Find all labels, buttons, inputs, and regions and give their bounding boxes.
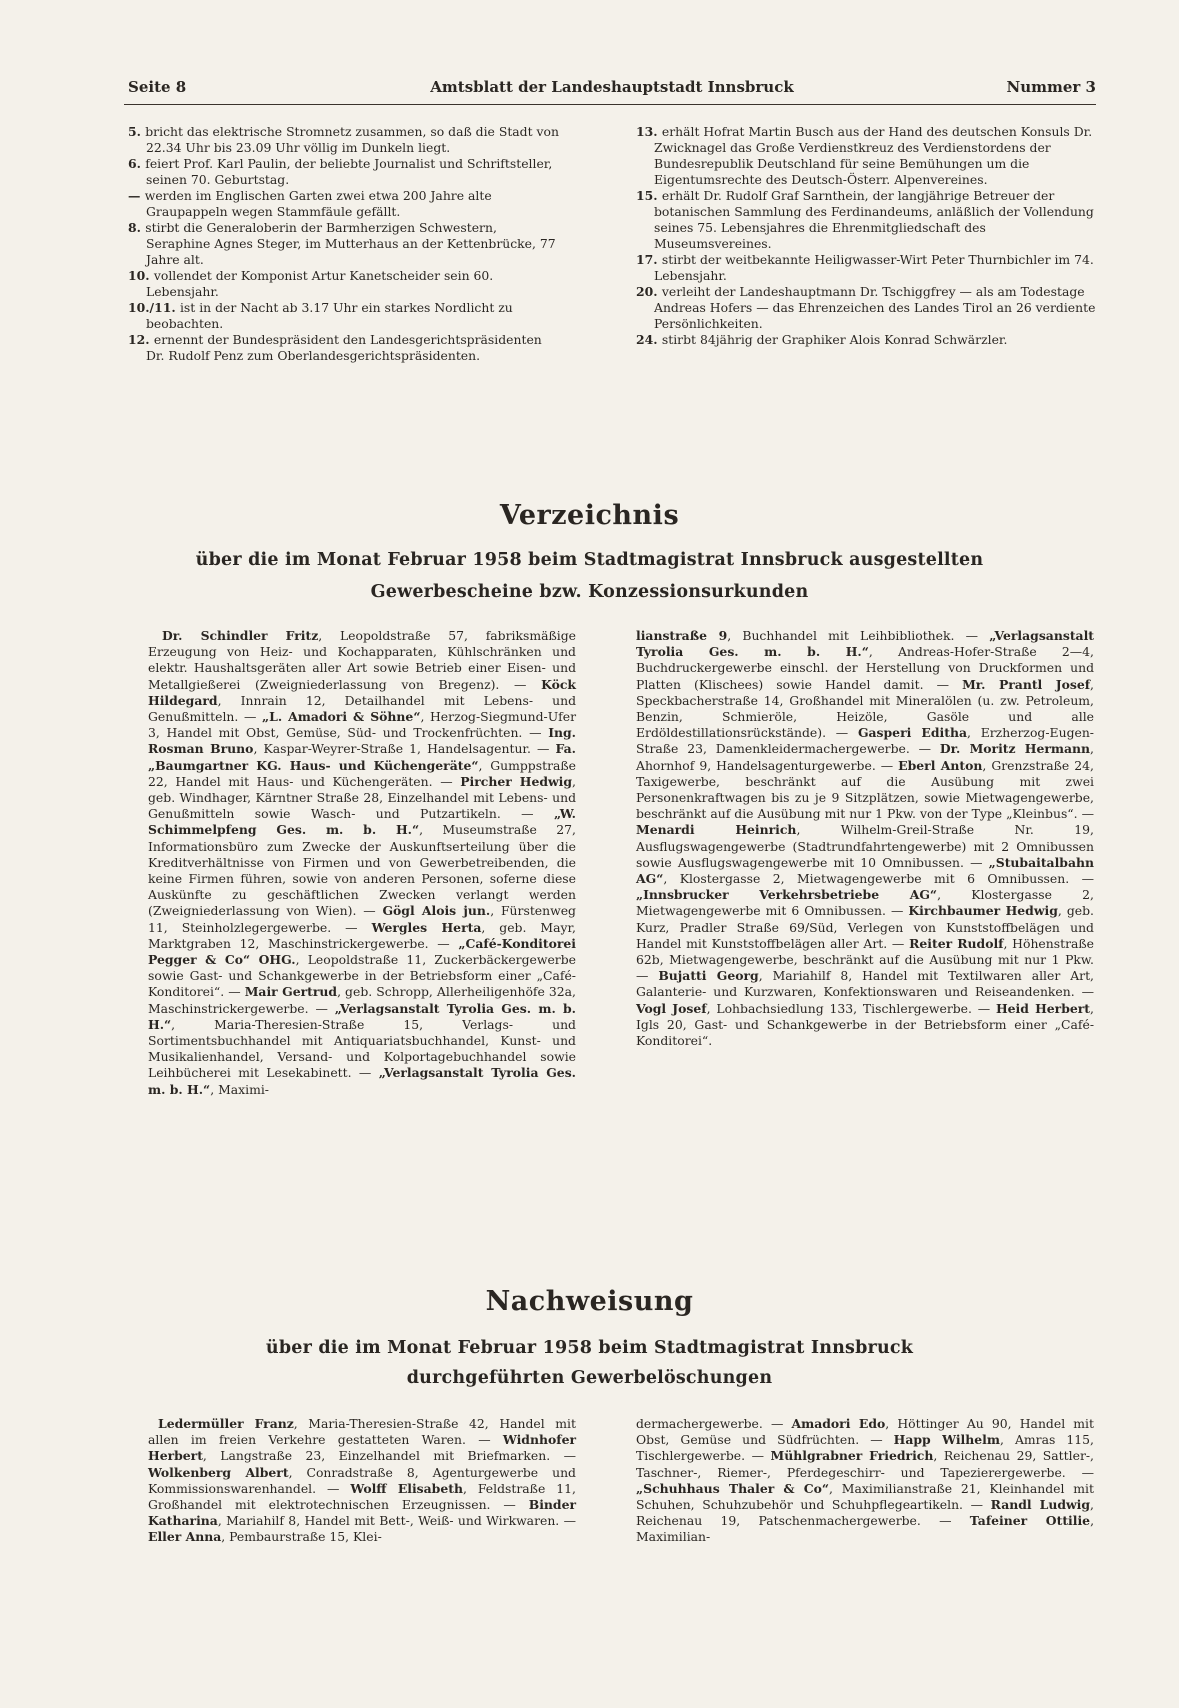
listing-entry: „Innsbrucker Verkehrsbetriebe AG“, Klostergasse 2, Mietwagengewerbe mit 6 Omnibussen. [636, 887, 1094, 919]
verzeichnis-subtitle-2: Gewerbescheine bzw. Konzessionsurkunden [370, 582, 809, 602]
verzeichnis-subtitle-1: über die im Monat Februar 1958 beim Stadtmagistrat Innsbruck ausgestellten [195, 550, 984, 570]
listing-entry: „Stubaitalbahn AG“, Klostergasse 2, Mietwagengewerbe mit 6 Omnibussen. [636, 854, 1094, 887]
listing-entry-name: „L. Amadori & Söhne“ [261, 709, 421, 725]
chronik-entry-text: bricht das elektrische Stromnetz zusammen, so daß die Stadt von 22.34 Uhr bis 23.09 Uhr völlig im Dunkeln liegt. [145, 124, 559, 155]
listing-entry: Kirchbaumer Hedwig, geb. Kurz, Pradler Straße 69/Süd, Verlegen von Kunststoffbelägen und Handel mit Kunststoffbelägen aller Art. [636, 903, 1094, 951]
listing-entry-name: „Stubaitalbahn AG“ [636, 854, 1094, 887]
listing-entry-name: lianstraße 9 [636, 628, 728, 643]
listing-entry: Menardi Heinrich, Wilhelm-Greil-Straße Nr. 19, Ausflugswagengewerbe (Stadtrundfahrtengewerbe) mit 2 Omnibussen sowie Ausflugswagengewerbe mit 10 Omnibussen. [636, 822, 1094, 870]
chronik-entry [636, 188, 1096, 252]
chronik-entry-text: verleiht der Landeshauptmann Dr. Tschiggfrey — als am Todestage Andreas Hofers — das Ehrenzeichen des Landes Tirol an 26 verdiente Persönlichkeiten. [654, 284, 1096, 331]
listing-entry: Pircher Hedwig, geb. Windhager, Kärntner Straße 28, Einzelhandel mit Lebens- und Genußmitteln sowie Wasch- und Putzartikeln. [148, 773, 576, 822]
chronik-entry-date: 10. [128, 268, 154, 283]
chronik-entry-text: feiert Prof. Karl Paulin, der beliebte Journalist und Schriftsteller, seinen 70. Geburtstag. [145, 156, 553, 187]
page-header [128, 78, 1096, 100]
chronik-entry-date: 13. [636, 124, 662, 139]
chronik-right-column [636, 124, 1096, 348]
listing-entry: „Schuhhaus Thaler & Co“, Maximilianstraße 21, Kleinhandel mit Schuhen, Schuhzubehör und Schuhpflegeartikeln. [636, 1480, 1094, 1513]
listing-entry-name: Pircher Hedwig [460, 773, 573, 789]
chronik-entry-text: ernennt der Bundespräsident den Landesgerichtspräsidenten Dr. Rudolf Penz zum Oberlandesgerichtspräsidenten. [146, 332, 542, 363]
chronik-entry [636, 332, 1096, 348]
listing-entry-name: „Verlagsanstalt Tyrolia Ges. m. b. H.“ [148, 1000, 576, 1032]
chronik-entry-text: erhält Hofrat Martin Busch aus der Hand des deutschen Konsuls Dr. Zwicknagel das Große Verdienstkreuz des Verdienstordens der Bundesrepublik Deutschland für seine Bemühungen um die Eigentumsrechte des Deutsch-Österr. Alpenvereines. [654, 124, 1093, 187]
listing-entry-name: Wergles Herta [371, 919, 482, 935]
listing-entry-name: Eberl Anton [898, 757, 983, 773]
chronik-entry-date: 10./11. [128, 300, 180, 315]
verzeichnis-left-column: Dr. Schindler Fritz, Leopoldstraße 57, fabriksmäßige Erzeugung von Heiz- und Kochapparaten, Kühlschränken und elektr. Haushaltsgeräten aller Art sowie Betrieb einer Eisen- und Metallgießerei (Zweigniederlassung von Bregenz). — Köck Hildegard, Innrain 12, Detailhandel mit Lebens- und Genußmitteln. — „L. Amadori & Söhne“, Herzog-Siegmund-Ufer 3, Handel mit Obst, Gemüse, Süd- und Trockenfrüchten. — Ing. Rosman Bruno, Kaspar-Weyrer-Straße 1, Handelsagentur. — Fa. „Baumgartner KG. Haus- und Küchengeräte“, Gumppstraße 22, Handel mit Haus- und Küchengeräten. — Pircher Hedwig, geb. Windhager, Kärntner Straße 28, Einzelhandel mit Lebens- und Genußmitteln sowie Wasch- und Putzartikeln. — „W. Schimmelpfeng Ges. m. b. H.“, Museumstraße 27, Informationsbüro zum Zwecke der Auskunftserteilung über die Kreditverhältnisse von Firmen und von Gewerbetreibenden, die keine Firmen führen, sowie von anderen Personen, soferne diese Auskünfte zu geschäftlichen Zwecken verlangt werden (Zweigniederlassung von Wien). — Gögl Alois jun., Fürstenweg 11, Steinholzlegergewerbe. — Wergles Herta, geb. Mayr, Marktgraben 12, Maschinstrickergewerbe. — „Café-Konditorei Pegger & Co“ OHG., Leopoldstraße 11, Zuckerbäckergewerbe sowie Gast- und Schankgewerbe in der Betriebsform einer „Café-Konditorei“. — Mair Gertrud, geb. Schropp, Allerheiligenhöfe 32a, Maschinstrickergewerbe. — „Verlagsanstalt Tyrolia Ges. m. b. H.“, Maria-Theresien-Straße 15, Verlags- und Sortimentsbuchhandel mit Antiquariatsbuchhandel, Kunst- und Musikalienhandel, Versand- und Kolportagebuchhandel sowie Leihbücherei mit Lesekabinett. — „Verlagsanstalt Tyrolia Ges. m. b. H.“, Maximi- [148, 628, 577, 1097]
listing-entry-name: Wolff Elisabeth [350, 1480, 463, 1496]
listing-entry-name: Gögl Alois jun. [382, 903, 491, 919]
listing-entry-name: Binder Katharina [148, 1497, 576, 1529]
listing-entry: Bujatti Georg, Mariahilf 8, Handel mit Textilwaren aller Art, Galanterie- und Kurzwaren, Konfektionswaren und Reiseandenken. [636, 968, 1094, 1000]
chronik-entry [636, 284, 1096, 332]
listing-entry: Happ Wilhelm, Amras 115, Tischlergewerbe. [636, 1432, 1094, 1464]
chronik-entry [128, 332, 560, 364]
issue-number: Nummer 3 [1006, 78, 1096, 96]
listing-entry-name: Eller Anna [148, 1529, 222, 1545]
listing-entry-name: Wolkenberg Albert [148, 1464, 289, 1480]
listing-entry: Mair Gertrud, geb. Schropp, Allerheiligenhöfe 32a, Maschinstrickergewerbe. [148, 984, 576, 1016]
chronik-entry-date: 5. [128, 124, 146, 139]
listing-entry: Mühlgrabner Friedrich, Reichenau 29, Sattler-, Taschner-, Riemer-, Pferdegeschirr- und Tapezierergewerbe. [636, 1448, 1094, 1480]
chronik-entry [128, 124, 560, 156]
listing-entry: lianstraße 9, Buchhandel mit Leihbibliothek. [636, 628, 955, 643]
verzeichnis-title: Verzeichnis [499, 500, 680, 531]
chronik-entry-date: 12. [128, 332, 154, 347]
chronik-entry-text: erhält Dr. Rudolf Graf Sarnthein, der langjährige Betreuer der botanischen Sammlung des Ferdinandeums, anläßlich der Vollendung seines 75. Lebensjahres die Ehrenmitgliedschaft des Museumsvereines. [654, 188, 1094, 251]
listing-entry: „Verlagsanstalt Tyrolia Ges. m. b. H.“, Maria-Theresien-Straße 15, Verlags- und Sortimentsbuchhandel mit Antiquariatsbuchhandel, Kunst- und Musikalienhandel, Versand- und Kolportagebuchhandel sowie Leihbücherei mit Lesekabinett. [148, 1000, 576, 1081]
listing-entry-name: Vogl Josef [636, 1000, 707, 1016]
listing-entry: Eller Anna, Pembaurstraße 15, Klei- [148, 1529, 382, 1545]
listing-entry: „Verlagsanstalt Tyrolia Ges. m. b. H.“, Maximi- [148, 1065, 576, 1097]
chronik-entry-text: ist in der Nacht ab 3.17 Uhr ein starkes Nordlicht zu beobachten. [146, 300, 513, 331]
listing-entry-name: Kirchbaumer Hedwig [908, 903, 1058, 919]
listing-entry-name: „Café-Konditorei Pegger & Co“ OHG. [148, 935, 576, 968]
listing-entry-name: Randl Ludwig [990, 1497, 1091, 1513]
listing-entry: „W. Schimmelpfeng Ges. m. b. H.“, Museumstraße 27, Informationsbüro zum Zwecke der Auskunftserteilung über die Kreditverhältnisse von Firmen und von Gewerbetreibenden, die keine Firmen führen, sowie von anderen Personen, soferne diese Auskünfte zu geschäftlichen Zwecken verlangt werden (Zweigniederlassung von Wien). [148, 806, 576, 919]
nachweisung-subtitle-1: über die im Monat Februar 1958 beim Stadtmagistrat Innsbruck [265, 1338, 914, 1358]
listing-entry: Köck Hildegard, Innrain 12, Detailhandel mit Lebens- und Genußmitteln. [148, 676, 576, 725]
listing-entry-name: Ledermüller Franz [158, 1416, 294, 1431]
listing-entry: Gögl Alois jun., Fürstenweg 11, Steinholzlegergewerbe. [148, 903, 576, 935]
listing-entry-name: „W. Schimmelpfeng Ges. m. b. H.“ [148, 806, 576, 838]
nachweisung-subtitle-2: durchgeführten Gewerbelöschungen [406, 1368, 773, 1388]
listing-entry-name: Menardi Heinrich [636, 822, 797, 838]
listing-entry-name: Ing. Rosman Bruno [148, 725, 576, 757]
chronik-entry-date: — [128, 188, 145, 203]
header-rule [124, 104, 1096, 105]
listing-entry: Heid Herbert, Igls 20, Gast- und Schankgewerbe in der Betriebsform einer „Café-Konditorei“. [636, 1000, 1094, 1049]
chronik-entry-date: 20. [636, 284, 662, 299]
chronik-entry [636, 124, 1096, 188]
listing-entry: Ing. Rosman Bruno, Kaspar-Weyrer-Straße 1, Handelsagentur. [148, 725, 576, 757]
chronik-entry-text: stirbt der weitbekannte Heiligwasser-Wirt Peter Thurnbichler im 74. Lebensjahr. [654, 252, 1094, 283]
listing-entry: Wolff Elisabeth, Feldstraße 11, Großhandel mit elektrotechnischen Erzeugnissen. [148, 1480, 576, 1513]
listing-entry-name: „Verlagsanstalt Tyrolia Ges. m. b. H.“ [148, 1065, 576, 1097]
chronik-entry [128, 188, 560, 220]
listing-entry: Reiter Rudolf, Höhenstraße 62b, Mietwagengewerbe, beschränkt auf die Ausübung mit nur 1 Pkw. [636, 935, 1094, 968]
chronik-entry-text: vollendet der Komponist Artur Kanetscheider sein 60. Lebensjahr. [146, 268, 494, 299]
listing-entry-name: Mühlgrabner Friedrich [770, 1448, 934, 1464]
listing-entry: Randl Ludwig, Reichenau 19, Patschenmachergewerbe. [636, 1497, 1094, 1529]
listing-entry: Mr. Prantl Josef, Speckbacherstraße 14, Großhandel mit Mineralölen (u. zw. Petroleum, Benzin, Schmieröle, Heizöle, Gasöle und alle Erdöldestillationsrückstände). [636, 676, 1094, 741]
chronik-entry-text: stirbt 84jährig der Graphiker Alois Konrad Schwärzler. [661, 332, 1008, 347]
nachweisung-left-column: Ledermüller Franz, Maria-Theresien-Straße 42, Handel mit allen im freien Verkehre gestatteten Waren. — Widnhofer Herbert, Langstraße 23, Einzelhandel mit Briefmarken. — Wolkenberg Albert, Conradstraße 8, Agenturgewerbe und Kommissionswarenhandel. — Wolff Elisabeth, Feldstraße 11, Großhandel mit elektrotechnischen Erzeugnissen. — Binder Katharina, Mariahilf 8, Handel mit Bett-, Weiß- und Wirkwaren. — Eller Anna, Pembaurstraße 15, Klei- [148, 1416, 577, 1545]
chronik-entry-date: 17. [636, 252, 662, 267]
nachweisung-right-column: dermachergewerbe. — Amadori Edo, Höttinger Au 90, Handel mit Obst, Gemüse und Südfrüchten. — Happ Wilhelm, Amras 115, Tischlergewerbe. — Mühlgrabner Friedrich, Reichenau 29, Sattler-, Taschner-, Riemer-, Pferdegeschirr- und Tapezierergewerbe. — „Schuhhaus Thaler & Co“, Maximilianstraße 21, Kleinhandel mit Schuhen, Schuhzubehör und Schuhpflegeartikeln. — Randl Ludwig, Reichenau 19, Patschenmachergewerbe. — Tafeiner Ottilie, Maximilian- [636, 1416, 1095, 1545]
listing-entry-name: Dr. Schindler Fritz [162, 628, 319, 643]
listing-entry: Vogl Josef, Lohbachsiedlung 133, Tischlergewerbe. [636, 1000, 972, 1016]
chronik-entry [128, 268, 560, 300]
listing-entry-name: Gasperi Editha [857, 725, 968, 741]
listing-entry-name: Köck Hildegard [148, 676, 576, 708]
listing-entry: Dr. Moritz Hermann, Ahornhof 9, Handelsagenturgewerbe. [636, 741, 1094, 773]
listing-entry-name: Dr. Moritz Hermann [939, 741, 1091, 757]
listing-entry-name: Mair Gertrud [244, 984, 338, 1000]
chronik-entry-text: werden im Englischen Garten zwei etwa 200 Jahre alte Graupappeln wegen Stammfäule gefällt. [144, 188, 492, 219]
listing-entry: dermachergewerbe. [636, 1416, 763, 1431]
chronik-entry [128, 300, 560, 332]
listing-entry: Gasperi Editha, Erzherzog-Eugen-Straße 23, Damenkleidermachergewerbe. [636, 725, 1094, 757]
listing-entry-name: Heid Herbert [995, 1000, 1091, 1016]
listing-entry: Dr. Schindler Fritz, Leopoldstraße 57, fabriksmäßige Erzeugung von Heiz- und Kochapparaten, Kühlschränken und elektr. Haushaltsgeräten aller Art sowie Betrieb einer Eisen- und Metallgießerei (Zweigniederlassung von Bregenz). [148, 628, 576, 692]
listing-entry-name: Widnhofer Herbert [148, 1432, 576, 1464]
listing-entry: „L. Amadori & Söhne“, Herzog-Siegmund-Ufer 3, Handel mit Obst, Gemüse, Süd- und Trockenfrüchten. [148, 709, 577, 741]
listing-entry: Wergles Herta, geb. Mayr, Marktgraben 12, Maschinstrickergewerbe. [148, 919, 576, 951]
chronik-entry-date: 6. [128, 156, 146, 171]
listing-entry-name: Mr. Prantl Josef [962, 676, 1091, 692]
listing-entry: Wolkenberg Albert, Conradstraße 8, Agenturgewerbe und Kommissionswarenhandel. [148, 1464, 576, 1496]
chronik-entry-date: 24. [636, 332, 662, 347]
listing-entry: Eberl Anton, Grenzstraße 24, Taxigewerbe, beschränkt auf die Ausübung mit zwei Personenkraftwagen bis zu je 9 Sitzplätzen, sowie Mietwagengewerbe, beschränkt auf die Ausübung mit nur 1 Pkw. von der Type „Kleinbus“. [636, 757, 1094, 822]
listing-entry: „Verlagsanstalt Tyrolia Ges. m. b. H.“, Andreas-Hofer-Straße 2—4, Buchdruckergewerbe einschl. der Herstellung von Druckformen und Platten (Klischees) sowie Handel damit. [636, 628, 1094, 692]
listing-entry-name: „Innsbrucker Verkehrsbetriebe AG“ [636, 887, 938, 903]
chronik-entry [636, 252, 1096, 284]
chronik-entry-text: stirbt die Generaloberin der Barmherzigen Schwestern, Seraphine Agnes Steger, im Mutterhaus an der Kettenbrücke, 77 Jahre alt. [145, 220, 556, 267]
listing-entry: Fa. „Baumgartner KG. Haus- und Küchengeräte“, Gumppstraße 22, Handel mit Haus- und Küchengeräten. [148, 741, 576, 789]
nachweisung-title: Nachweisung [485, 1286, 694, 1317]
listing-entry-name: „Verlagsanstalt Tyrolia Ges. m. b. H.“ [636, 628, 1094, 660]
chronik-entry-date: 15. [636, 188, 662, 203]
listing-entry-name: Bujatti Georg [658, 968, 759, 984]
listing-entry: Ledermüller Franz, Maria-Theresien-Straße 42, Handel mit allen im freien Verkehre gestatteten Waren. [148, 1416, 577, 1448]
listing-entry-name: Reiter Rudolf [909, 935, 1004, 951]
listing-entry: „Café-Konditorei Pegger & Co“ OHG., Leopoldstraße 11, Zuckerbäckergewerbe sowie Gast- und Schankgewerbe in der Betriebsform einer „Café-Konditorei“. [148, 935, 576, 1000]
listing-entry-name: „Schuhhaus Thaler & Co“ [636, 1480, 830, 1496]
listing-entry-name: Amadori Edo [791, 1416, 886, 1431]
listing-entry: Amadori Edo, Höttinger Au 90, Handel mit Obst, Gemüse und Südfrüchten. [636, 1416, 1094, 1448]
chronik-entry-date: 8. [128, 220, 146, 235]
listing-entry: Tafeiner Ottilie, Maximilian- [636, 1513, 1095, 1545]
publication-title: Amtsblatt der Landeshauptstadt Innsbruck [430, 78, 794, 96]
chronik-entry [128, 220, 560, 268]
listing-entry-name: Happ Wilhelm [893, 1432, 1000, 1448]
listing-entry: Widnhofer Herbert, Langstraße 23, Einzelhandel mit Briefmarken. [148, 1432, 576, 1464]
listing-entry: Binder Katharina, Mariahilf 8, Handel mit Bett-, Weiß- und Wirkwaren. [148, 1497, 576, 1529]
verzeichnis-right-column: lianstraße 9, Buchhandel mit Leihbibliothek. — „Verlagsanstalt Tyrolia Ges. m. b. H.“, Andreas-Hofer-Straße 2—4, Buchdruckergewerbe einschl. der Herstellung von Druckformen und Platten (Klischees) sowie Handel damit. — Mr. Prantl Josef, Speckbacherstraße 14, Großhandel mit Mineralölen (u. zw. Petroleum, Benzin, Schmieröle, Heizöle, Gasöle und alle Erdöldestillationsrückstände). — Gasperi Editha, Erzherzog-Eugen-Straße 23, Damenkleidermachergewerbe. — Dr. Moritz Hermann, Ahornhof 9, Handelsagenturgewerbe. — Eberl Anton, Grenzstraße 24, Taxigewerbe, beschränkt auf die Ausübung mit zwei Personenkraftwagen bis zu je 9 Sitzplätzen, sowie Mietwagengewerbe, beschränkt auf die Ausübung mit nur 1 Pkw. von der Type „Kleinbus“. — Menardi Heinrich, Wilhelm-Greil-Straße Nr. 19, Ausflugswagengewerbe (Stadtrundfahrtengewerbe) mit 2 Omnibussen sowie Ausflugswagengewerbe mit 10 Omnibussen. — „Stubaitalbahn AG“, Klostergasse 2, Mietwagengewerbe mit 6 Omnibussen. — „Innsbrucker Verkehrsbetriebe AG“, Klostergasse 2, Mietwagengewerbe mit 6 Omnibussen. — Kirchbaumer Hedwig, geb. Kurz, Pradler Straße 69/Süd, Verlegen von Kunststoffbelägen und Handel mit Kunststoffbelägen aller Art. — Reiter Rudolf, Höhenstraße 62b, Mietwagengewerbe, beschränkt auf die Ausübung mit nur 1 Pkw. — Bujatti Georg, Mariahilf 8, Handel mit Textilwaren aller Art, Galanterie- und Kurzwaren, Konfektionswaren und Reiseandenken. — Vogl Josef, Lohbachsiedlung 133, Tischlergewerbe. — Heid Herbert, Igls 20, Gast- und Schankgewerbe in der Betriebsform einer „Café-Konditorei“. [636, 628, 1094, 1049]
listing-entry-name: Fa. „Baumgartner KG. Haus- und Küchengeräte“ [148, 741, 576, 773]
listing-entry-name: Tafeiner Ottilie [969, 1513, 1091, 1529]
chronik-entry [128, 156, 560, 188]
chronik-left-column [128, 124, 560, 364]
page-number: Seite 8 [128, 78, 187, 96]
